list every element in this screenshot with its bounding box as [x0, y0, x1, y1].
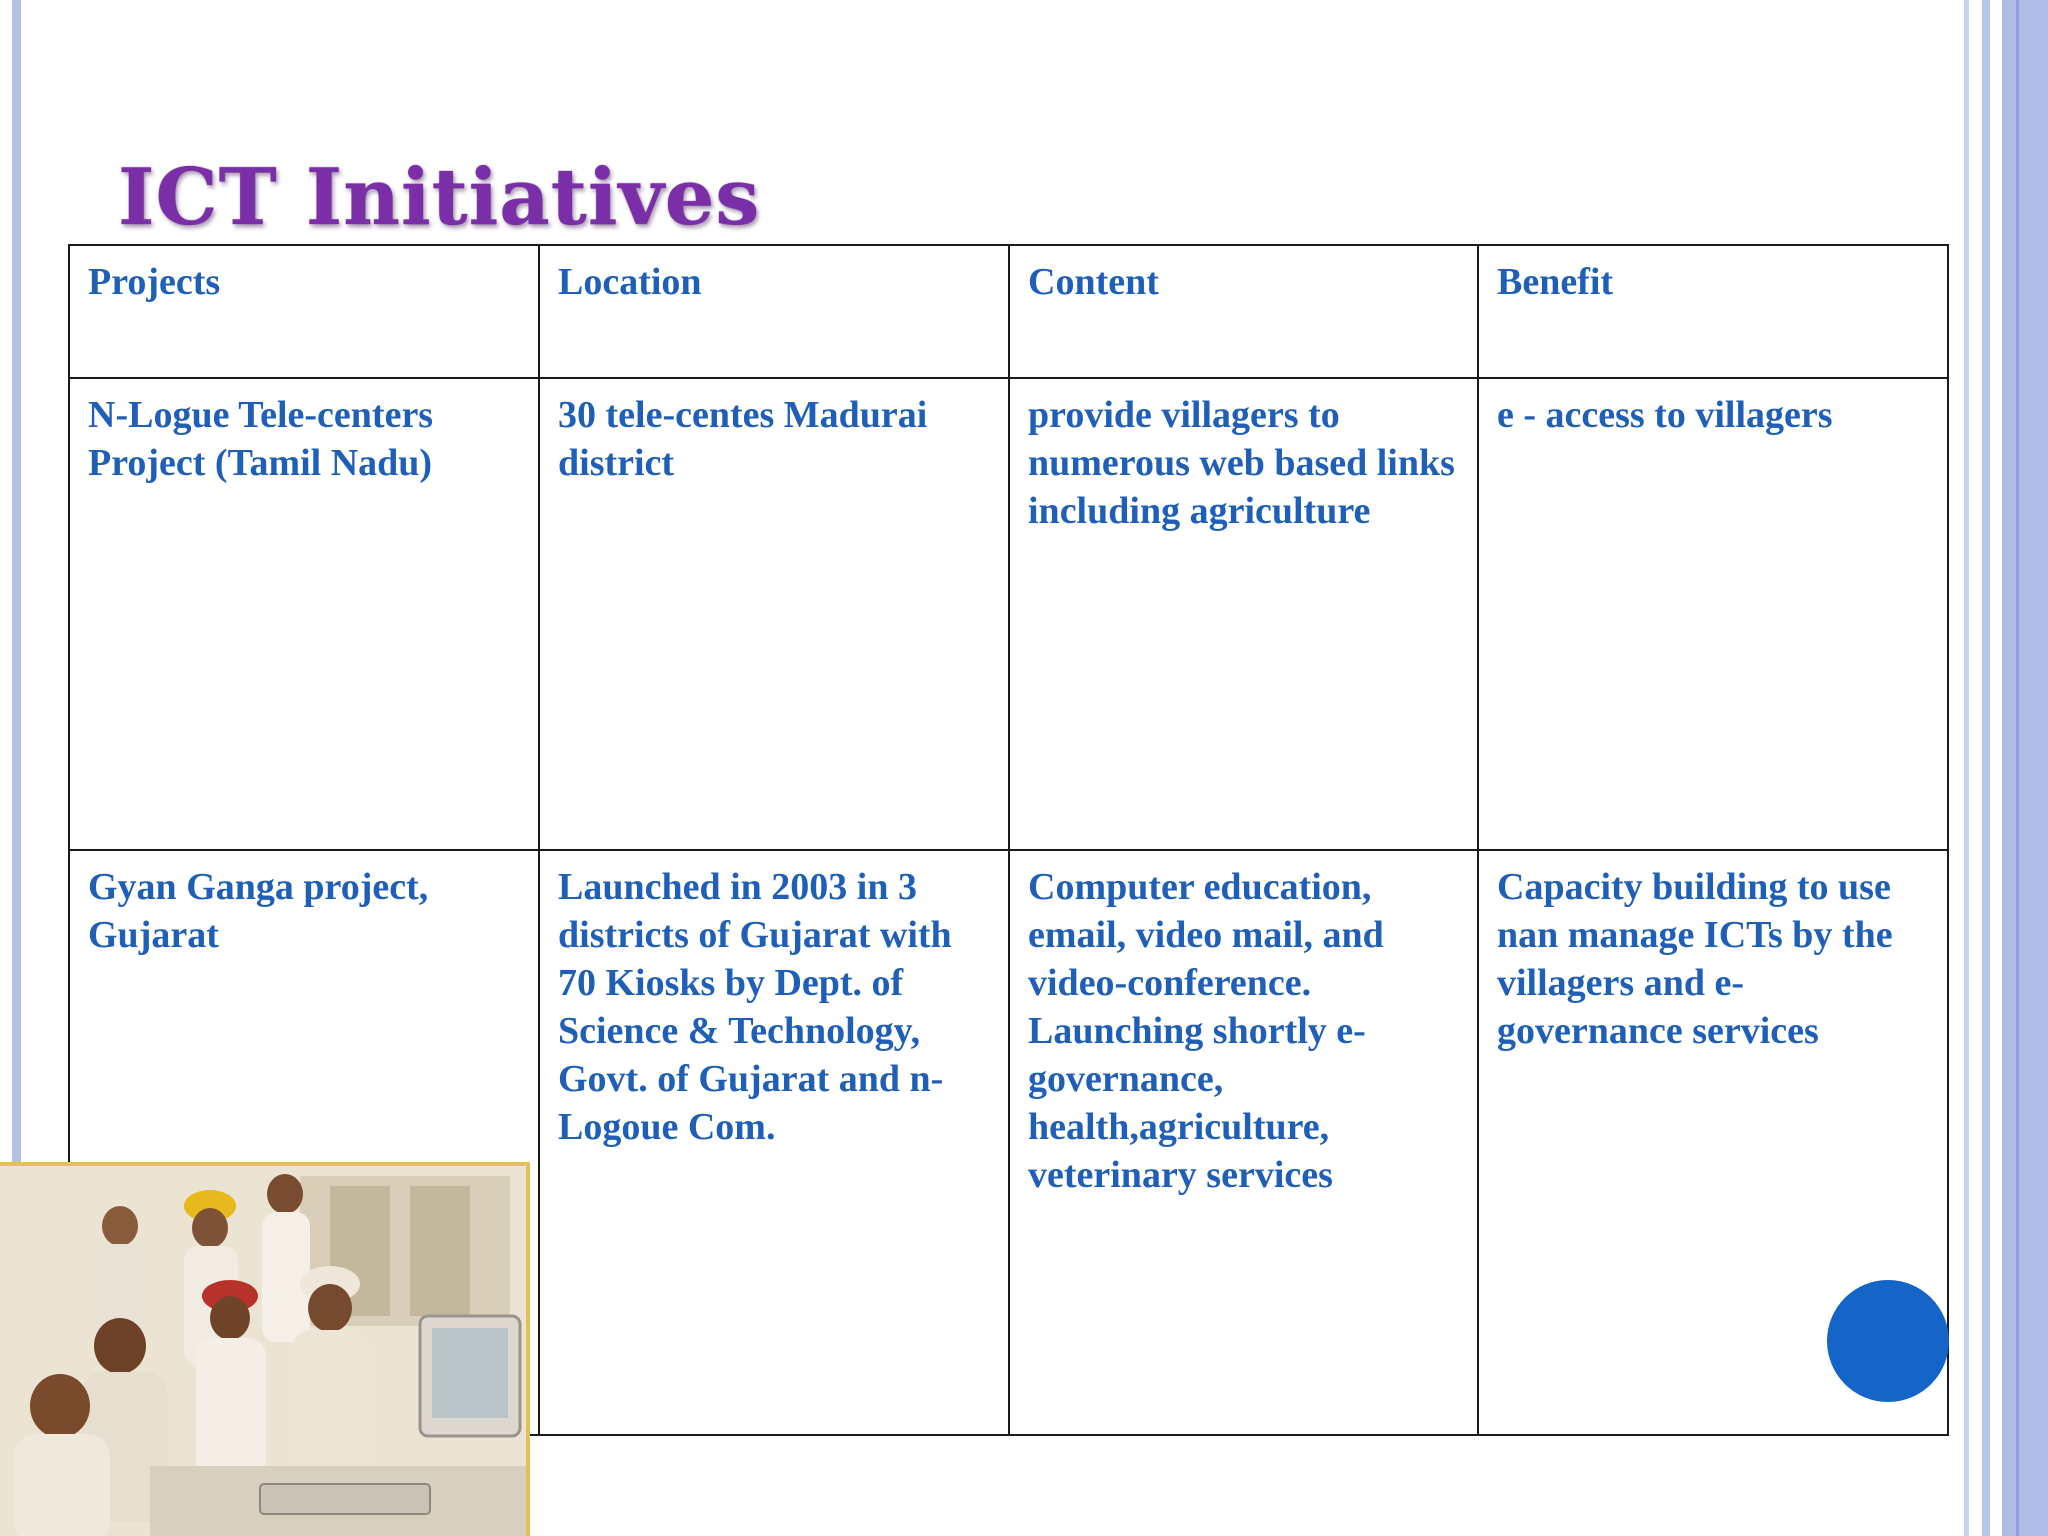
table-header-row: [69, 245, 1948, 378]
photo-illustration: [0, 1166, 526, 1536]
header-benefit: Benefit: [1478, 245, 1948, 378]
right-stripe-thin: [1964, 0, 1969, 1536]
villagers-at-computer-photo: [0, 1162, 530, 1536]
right-accent-band: [1960, 0, 2048, 1536]
cell-benefit: Capacity building to use nan manage ICTs by the villagers and e-governance services: [1478, 850, 1948, 1435]
header-location: Location: [539, 245, 1009, 378]
cell-location: 30 tele-centes Madurai district: [539, 378, 1009, 850]
right-stripe-wide: [2002, 0, 2048, 1536]
cell-project: N-Logue Tele-centers Project (Tamil Nadu): [69, 378, 539, 850]
cell-benefit: e - access to villagers: [1478, 378, 1948, 850]
cell-location: Launched in 2003 in 3 districts of Gujarat with 70 Kiosks by Dept. of Science & Technology, Govt. of Gujarat and n-Logoue Com.: [539, 850, 1009, 1435]
table-row: [69, 378, 1948, 850]
header-projects: Projects: [69, 245, 539, 378]
slide-title: ICT Initiatives: [118, 152, 761, 243]
right-stripe-medium: [1982, 0, 1990, 1536]
cell-project: Gyan Ganga project, Gujarat: [69, 850, 539, 1435]
cell-content: provide villagers to numerous web based links including agriculture: [1009, 378, 1478, 850]
header-content: Content: [1009, 245, 1478, 378]
cell-content: Computer education, email, video mail, and video-conference. Launching shortly e-governance, health,agriculture, veterinary services: [1009, 850, 1478, 1435]
right-stripe-line: [2016, 0, 2019, 1536]
blue-circle-decoration: [1827, 1280, 1949, 1402]
